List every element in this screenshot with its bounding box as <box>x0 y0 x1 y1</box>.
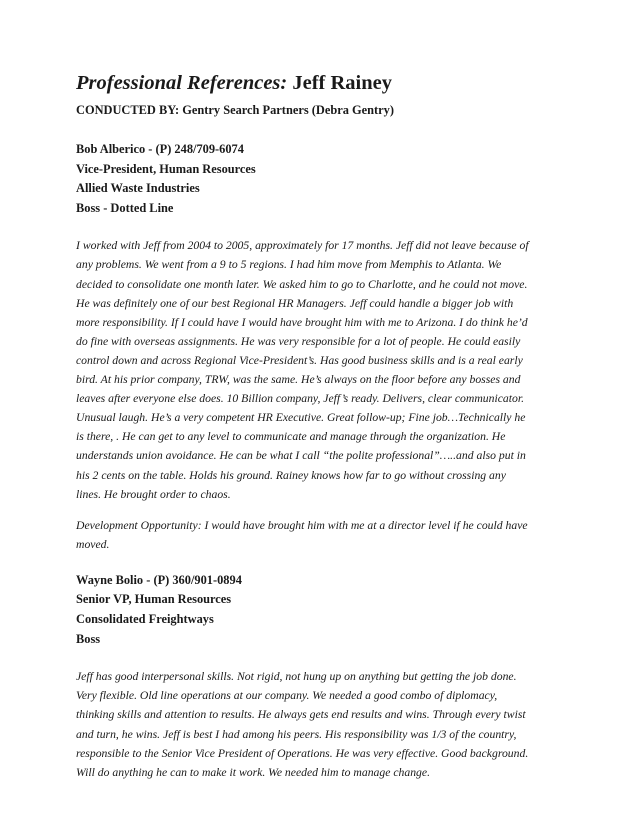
reference-company: Allied Waste Industries <box>76 181 200 196</box>
comment-line: his 2 cents on the table. Holds his ground. Rainey knows how far to go without crossing any <box>76 468 506 482</box>
reference-comment <box>76 667 568 782</box>
reference-header <box>76 140 568 218</box>
comment-line: is there, . He can get to any level to communicate and manage through the organization. He <box>76 430 506 444</box>
reference-name-phone: Wayne Bolio - (P) 360/901-0894 <box>76 572 242 587</box>
comment-line: more responsibility. If I could have I would have brought him with me to Arizona. I do think he’d <box>76 315 528 329</box>
comment-line: bird. At his prior company, TRW, was the same. He’s always on the floor before any bosses and <box>76 373 521 387</box>
comment-line: Jeff has good interpersonal skills. Not rigid, not hung up on anything but getting the job done. <box>76 670 517 684</box>
comment-line: do fine with overseas assignments. He was very responsible for a lot of people. He could easily <box>76 334 521 348</box>
comment-line: any problems. We went from a 9 to 5 regions. I had him move from Memphis to Atlanta. We <box>76 258 502 272</box>
reference-name-phone: Bob Alberico - (P) 248/709-6074 <box>76 142 244 156</box>
comment-line: lines. He brought order to chaos. <box>76 487 231 501</box>
comment-line: He was definitely one of our best Regional HR Managers. Jeff could handle a bigger job with <box>76 296 514 310</box>
comment-line: responsible to the Senior Vice President of Operations. He was very effective. Good background. <box>76 746 529 760</box>
reference-header <box>76 571 568 649</box>
reference-comment <box>76 236 568 503</box>
comment-line: Unusual laugh. He’s a very competent HR Executive. Great follow-up; Fine job…Technically he <box>76 411 526 425</box>
comment-line: thinking skills and attention to results. He always gets end results and wins. Through every twist <box>76 708 526 722</box>
comment-line: understands union avoidance. He can be what I call “the polite professional”…..and also put in <box>76 449 526 463</box>
comment-line: Very flexible. Old line operations at our company. We needed a good combo of diplomacy, <box>76 689 498 703</box>
reference-title: Senior VP, Human Resources <box>76 592 232 607</box>
comment-line: and turn, he wins. Jeff is best I had among his peers. His responsibility was 1/3 of the country, <box>76 727 517 741</box>
reference-relationship: Boss <box>76 631 101 646</box>
comment-line: control down and across Regional Vice-President’s. Has good business skills and is a real early <box>76 353 523 367</box>
reference-title: Vice-President, Human Resources <box>76 161 256 176</box>
comment-line: I worked with Jeff from 2004 to 2005, approximately for 17 months. Jeff did not leave because of <box>76 239 529 253</box>
comment-line: Will do anything he can to make it work. We needed him to manage change. <box>76 765 431 779</box>
title-label: Professional References: <box>76 72 288 94</box>
conducted-by-line: CONDUCTED BY: Gentry Search Partners (Debra Gentry) <box>76 103 394 117</box>
development-line: Development Opportunity: I would have brought him with me at a director level if he could have <box>76 518 528 532</box>
page-title <box>76 70 568 96</box>
development-line: moved. <box>76 537 110 551</box>
reference-company: Consolidated Freightways <box>76 612 214 627</box>
comment-line: leaves after everyone else does. 10 Billion company, Jeff’s ready. Delivers, clear communicator. <box>76 392 524 406</box>
reference-relationship: Boss - Dotted Line <box>76 200 174 215</box>
development-opportunity <box>76 516 568 554</box>
comment-line: decided to consolidate one month later. We asked him to go to Charlotte, and he could not move. <box>76 277 528 291</box>
title-candidate-name: Jeff Rainey <box>292 72 392 94</box>
